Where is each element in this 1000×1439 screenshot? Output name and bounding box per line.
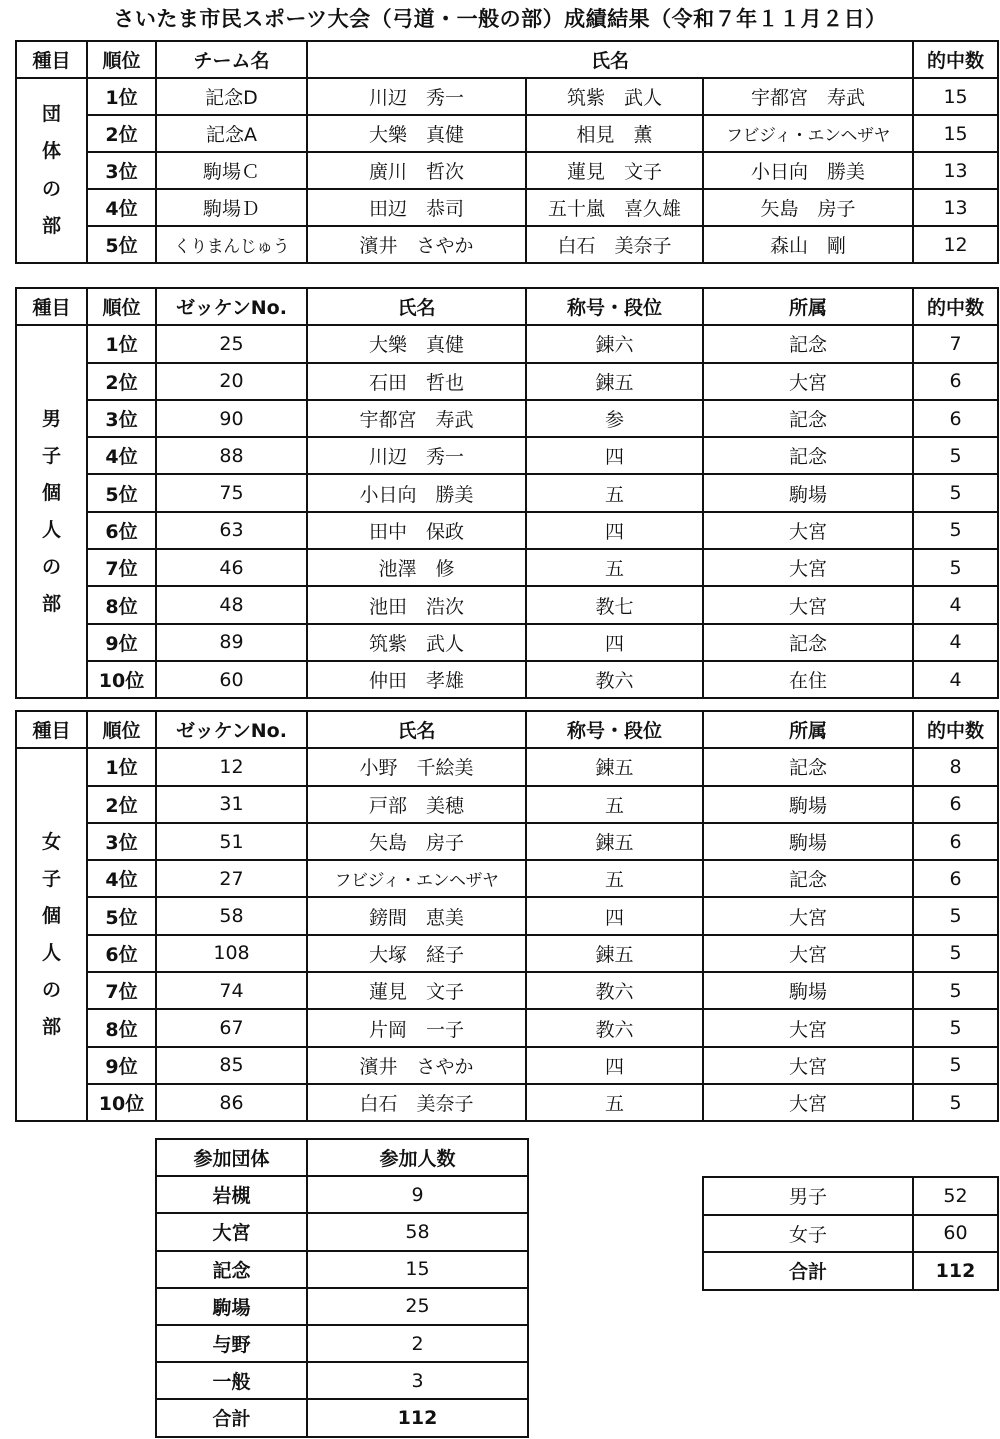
header-title: 称号・段位 [526,288,703,325]
org-cell: 記念 [156,1251,307,1288]
affiliation-cell: 大宮 [703,897,913,934]
member-cell: 大樂 真健 [307,115,526,152]
hits-cell: 12 [913,226,998,263]
bib-cell: 58 [156,897,307,934]
affiliation-cell: 記念 [703,748,913,785]
count-cell: 2 [307,1325,528,1362]
hits-cell: 5 [913,1009,998,1046]
bib-cell: 86 [156,1084,307,1121]
member-cell: 廣川 哲次 [307,152,526,189]
bib-cell: 89 [156,624,307,661]
rank-cell: 5位 [87,897,156,934]
rank-cell: 1位 [87,325,156,362]
hits-cell: 6 [913,400,998,437]
table-row [16,972,998,1009]
hits-cell: 4 [913,624,998,661]
gender-label: 男子 [703,1177,913,1215]
hits-cell: 6 [913,823,998,860]
title-cell: 五 [526,474,703,511]
name-cell: フビジィ・エンヘザヤ [307,860,526,897]
title-cell: 四 [526,437,703,474]
table-row [156,1325,528,1362]
name-cell: 小野 千絵美 [307,748,526,785]
team-name-cell: くりまんじゅう [156,226,307,263]
table-row [156,1176,528,1213]
table-row [16,78,998,115]
rank-cell: 9位 [87,1047,156,1084]
hits-cell: 5 [913,935,998,972]
rank-cell: 8位 [87,1009,156,1046]
title-cell: 五 [526,1084,703,1121]
member-cell: 田辺 恭司 [307,189,526,226]
hits-cell: 4 [913,661,998,698]
affiliation-cell: 大宮 [703,363,913,400]
title-cell: 参 [526,400,703,437]
rank-cell: 6位 [87,935,156,972]
member-cell: 森山 剛 [703,226,913,263]
header-title: 称号・段位 [526,711,703,748]
category-team: 団 体 の 部 [16,78,87,263]
hits-cell: 5 [913,1047,998,1084]
table-row [16,363,998,400]
hits-cell: 13 [913,152,998,189]
table-row [16,226,998,263]
table-header-row [16,288,998,325]
org-cell: 与野 [156,1325,307,1362]
rank-cell: 10位 [87,1084,156,1121]
gender-count: 52 [913,1177,998,1215]
bib-cell: 46 [156,549,307,586]
count-cell: 58 [307,1213,528,1250]
name-cell: 小日向 勝美 [307,474,526,511]
affiliation-cell: 記念 [703,400,913,437]
header-bib: ゼッケンNo. [156,711,307,748]
member-cell: 濱井 さやか [307,226,526,263]
hits-cell: 5 [913,549,998,586]
title-cell: 五 [526,786,703,823]
affiliation-cell: 記念 [703,437,913,474]
bib-cell: 85 [156,1047,307,1084]
rank-cell: 4位 [87,189,156,226]
rank-cell: 9位 [87,624,156,661]
count-cell: 9 [307,1176,528,1213]
header-bib: ゼッケンNo. [156,288,307,325]
team-name-cell: 記念A [156,115,307,152]
bib-cell: 27 [156,860,307,897]
name-cell: 宇都宮 寿武 [307,400,526,437]
bib-cell: 67 [156,1009,307,1046]
affiliation-cell: 駒場 [703,786,913,823]
hits-cell: 5 [913,474,998,511]
name-cell: 鎊間 恵美 [307,897,526,934]
women-results-table [15,710,999,1122]
affiliation-cell: 大宮 [703,1084,913,1121]
table-row [16,748,998,785]
title-cell: 教六 [526,972,703,1009]
name-cell: 池澤 修 [307,549,526,586]
name-cell: 矢島 房子 [307,823,526,860]
rank-cell: 1位 [87,78,156,115]
table-row [16,189,998,226]
hits-cell: 5 [913,897,998,934]
table-row [16,1084,998,1121]
affiliation-cell: 駒場 [703,474,913,511]
men-results-table [15,287,999,699]
table-row [16,586,998,623]
name-cell: 池田 浩次 [307,586,526,623]
affiliation-cell: 大宮 [703,512,913,549]
hits-cell: 6 [913,363,998,400]
rank-cell: 2位 [87,115,156,152]
header-category: 種目 [16,711,87,748]
bib-cell: 25 [156,325,307,362]
hits-cell: 13 [913,189,998,226]
bib-cell: 20 [156,363,307,400]
table-row [703,1177,998,1215]
title-cell: 錬五 [526,823,703,860]
rank-cell: 6位 [87,512,156,549]
team-name-cell: 駒場Ｄ [156,189,307,226]
table-row [156,1288,528,1325]
bib-cell: 60 [156,661,307,698]
category-women: 女 子 個 人 の 部 [16,748,87,1121]
title-cell: 四 [526,512,703,549]
hits-cell: 5 [913,512,998,549]
count-cell: 25 [307,1288,528,1325]
table-row [156,1213,528,1250]
total-label: 合計 [703,1252,913,1290]
table-row [16,786,998,823]
affiliation-cell: 大宮 [703,549,913,586]
member-cell: 白石 美奈子 [526,226,703,263]
rank-cell: 3位 [87,152,156,189]
title-cell: 五 [526,549,703,586]
header-name: 氏名 [307,711,526,748]
table-row [16,1047,998,1084]
name-cell: 筑紫 武人 [307,624,526,661]
name-cell: 仲田 孝雄 [307,661,526,698]
table-row [156,1251,528,1288]
bib-cell: 74 [156,972,307,1009]
table-row [16,437,998,474]
hits-cell: 5 [913,1084,998,1121]
table-row [16,512,998,549]
bib-cell: 63 [156,512,307,549]
name-cell: 大塚 経子 [307,935,526,972]
total-row [156,1399,528,1436]
hits-cell: 4 [913,586,998,623]
affiliation-cell: 駒場 [703,972,913,1009]
member-cell: 五十嵐 喜久雄 [526,189,703,226]
affiliation-cell: 大宮 [703,1047,913,1084]
category-men: 男 子 個 人 の 部 [16,325,87,698]
total-row [703,1252,998,1290]
table-row [703,1215,998,1253]
page-title: さいたま市民スポーツ大会（弓道・一般の部）成績結果（令和７年１１月２日） [113,7,887,31]
header-affiliation: 所属 [703,711,913,748]
hits-cell: 6 [913,786,998,823]
table-row [16,400,998,437]
rank-cell: 7位 [87,549,156,586]
member-cell: 小日向 勝美 [703,152,913,189]
total-label: 合計 [156,1399,307,1436]
bib-cell: 88 [156,437,307,474]
header-count: 参加人数 [307,1139,528,1176]
table-row [16,325,998,362]
header-category: 種目 [16,41,87,78]
table-row [16,897,998,934]
hits-cell: 7 [913,325,998,362]
member-cell: 川辺 秀一 [307,78,526,115]
rank-cell: 3位 [87,823,156,860]
table-row [16,624,998,661]
gender-label: 女子 [703,1215,913,1253]
title-cell: 四 [526,897,703,934]
bib-cell: 31 [156,786,307,823]
header-affiliation: 所属 [703,288,913,325]
rank-cell: 3位 [87,400,156,437]
rank-cell: 5位 [87,226,156,263]
name-cell: 白石 美奈子 [307,1084,526,1121]
rank-cell: 4位 [87,860,156,897]
table-row [16,152,998,189]
rank-cell: 2位 [87,786,156,823]
affiliation-cell: 記念 [703,624,913,661]
team-name-cell: 記念D [156,78,307,115]
member-cell: 蓮見 文子 [526,152,703,189]
affiliation-cell: 大宮 [703,1009,913,1046]
hits-cell: 5 [913,972,998,1009]
bib-cell: 48 [156,586,307,623]
title-cell: 錬五 [526,748,703,785]
rank-cell: 7位 [87,972,156,1009]
table-row [16,823,998,860]
table-row [16,549,998,586]
rank-cell: 1位 [87,748,156,785]
affiliation-cell: 大宮 [703,935,913,972]
rank-cell: 4位 [87,437,156,474]
name-cell: 蓮見 文子 [307,972,526,1009]
org-cell: 岩槻 [156,1176,307,1213]
count-cell: 3 [307,1362,528,1399]
count-cell: 15 [307,1251,528,1288]
title-cell: 教七 [526,586,703,623]
bib-cell: 75 [156,474,307,511]
table-row [16,860,998,897]
team-name-cell: 駒場Ｃ [156,152,307,189]
team-results-table [15,40,999,264]
member-cell: フビジィ・エンヘザヤ [703,115,913,152]
bib-cell: 108 [156,935,307,972]
org-cell: 駒場 [156,1288,307,1325]
total-count: 112 [913,1252,998,1290]
title-cell: 教六 [526,661,703,698]
hits-cell: 15 [913,78,998,115]
rank-cell: 5位 [87,474,156,511]
table-row [16,474,998,511]
hits-cell: 6 [913,860,998,897]
bib-cell: 51 [156,823,307,860]
table-row [16,661,998,698]
title-cell: 教六 [526,1009,703,1046]
title-cell: 五 [526,860,703,897]
header-org: 参加団体 [156,1139,307,1176]
name-cell: 戸部 美穂 [307,786,526,823]
name-cell: 大樂 真健 [307,325,526,362]
table-row [16,1009,998,1046]
header-rank: 順位 [87,711,156,748]
bib-cell: 12 [156,748,307,785]
name-cell: 濱井 さやか [307,1047,526,1084]
gender-summary-table [702,1176,999,1291]
hits-cell: 15 [913,115,998,152]
title-cell: 錬六 [526,325,703,362]
title-cell: 錬五 [526,935,703,972]
member-cell: 矢島 房子 [703,189,913,226]
member-cell: 相見 薫 [526,115,703,152]
table-row [156,1362,528,1399]
header-team-name: チーム名 [156,41,307,78]
name-cell: 片岡 一子 [307,1009,526,1046]
gender-count: 60 [913,1215,998,1253]
title-cell: 四 [526,624,703,661]
hits-cell: 5 [913,437,998,474]
bib-cell: 90 [156,400,307,437]
header-name: 氏名 [307,288,526,325]
header-hits: 的中数 [913,711,998,748]
org-cell: 大宮 [156,1213,307,1250]
header-category: 種目 [16,288,87,325]
table-header-row [16,711,998,748]
header-hits: 的中数 [913,288,998,325]
affiliation-cell: 大宮 [703,586,913,623]
title-cell: 錬五 [526,363,703,400]
total-count: 112 [307,1399,528,1436]
member-cell: 宇都宮 寿武 [703,78,913,115]
header-rank: 順位 [87,41,156,78]
member-cell: 筑紫 武人 [526,78,703,115]
rank-cell: 10位 [87,661,156,698]
name-cell: 田中 保政 [307,512,526,549]
header-names: 氏名 [307,41,913,78]
table-row [16,115,998,152]
title-cell: 四 [526,1047,703,1084]
affiliation-cell: 駒場 [703,823,913,860]
name-cell: 川辺 秀一 [307,437,526,474]
hits-cell: 8 [913,748,998,785]
header-rank: 順位 [87,288,156,325]
name-cell: 石田 哲也 [307,363,526,400]
table-row [16,935,998,972]
affiliation-cell: 在住 [703,661,913,698]
header-hits: 的中数 [913,41,998,78]
table-header-row [16,41,998,78]
affiliation-cell: 記念 [703,325,913,362]
rank-cell: 8位 [87,586,156,623]
rank-cell: 2位 [87,363,156,400]
org-cell: 一般 [156,1362,307,1399]
table-header-row [156,1139,528,1176]
participants-table [155,1138,529,1438]
affiliation-cell: 記念 [703,860,913,897]
